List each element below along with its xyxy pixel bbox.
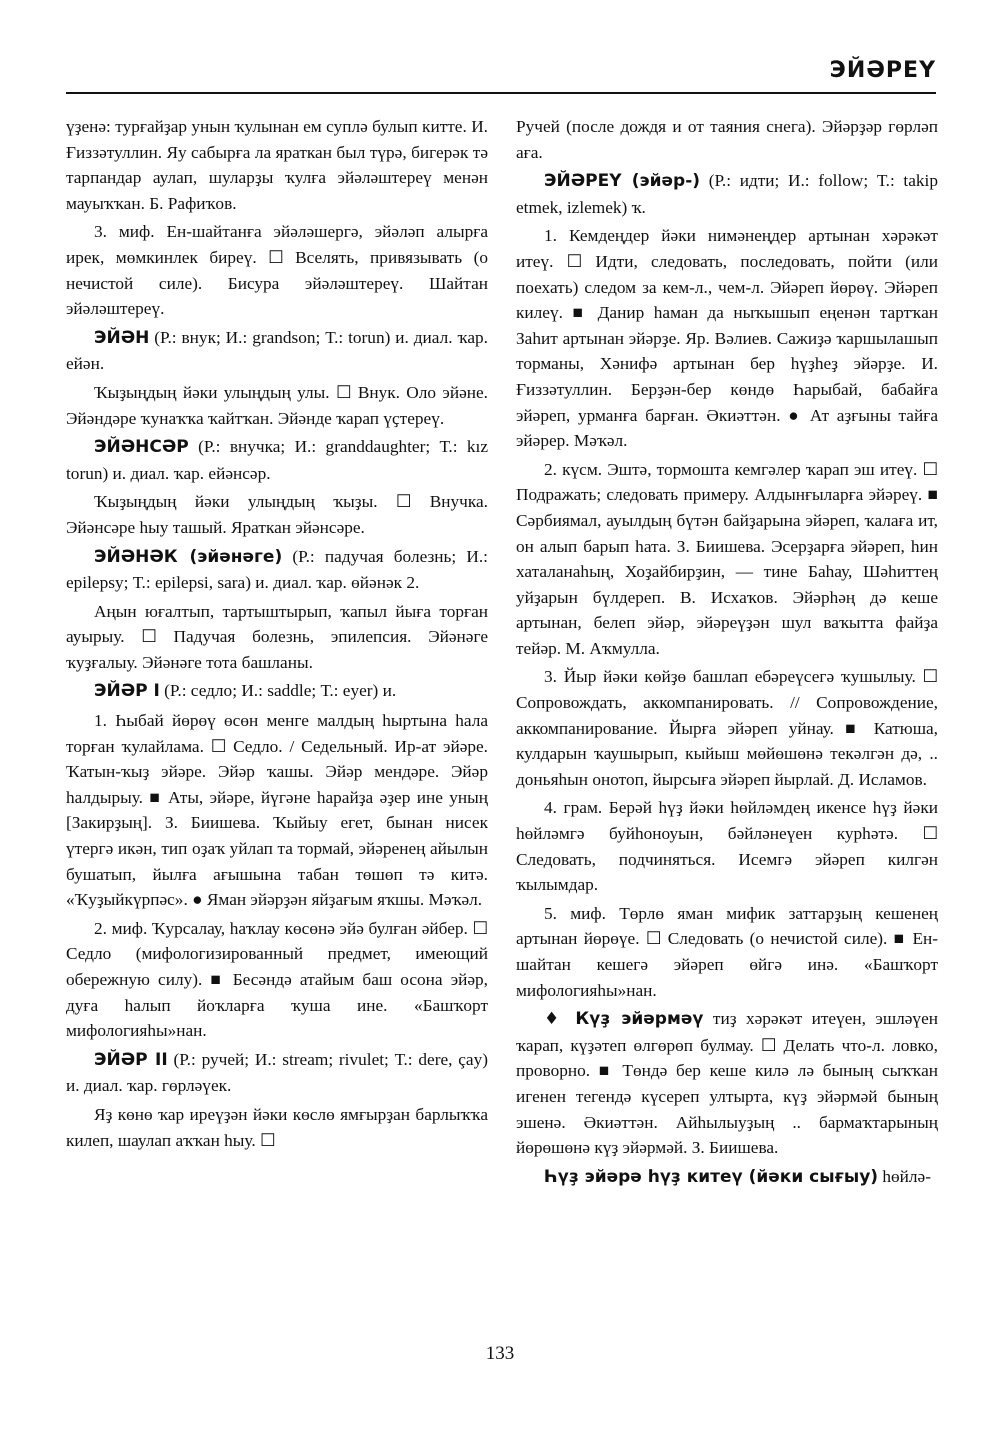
idiom-headword: ♦ Күҙ эйәрмәү — [544, 1009, 704, 1030]
sense-1: 1. Кемдеңдер йәки нимәнеңдер артынан хәрәкәт итеү. ☐ Идти, следовать, последовать, пойти (или поехать) следом за кем-л., чем-л. Эйәреп йөрөү. Эйәреп килеү. ■ Данир һаман да ныҡышып еңенән тартҡан Заһит артынан эйәрҙе. Яр. Вәлиев. Сажиҙә ҡаршылашып торманы, Хәнифә артынан бер һүҙһеҙ эйәрҙе. И. Ғиззәтуллин. Берҙән-бер көндө Һарыбай, бабайға эйәреп, урманға барған. Әкиәттән. ● Ат аҙғыны тайға эйәрер. Мәҡәл. — [516, 226, 938, 451]
paragraph: 3. миф. Ен-шайтанға эйәләшергә, эйәләп алырға ирек, мөмкинлек биреү. ☐ Вселять, привязывать (о нечистой силе). Бисура эйәләштереү. Шайтан эйәләштереү. — [66, 222, 488, 319]
sense-4: 4. грам. Берәй һүҙ йәки һөйләмдең икенсе һүҙ йәки һөйләмгә буйһоноуын, бәйләнеүен курһәтә. ☐ Следовать, подчиняться. Исемгә эйәреп килгән ҡылымдар. — [516, 798, 938, 895]
entry-eyenek — [66, 544, 488, 596]
idiom-headword: Һүҙ эйәрә һүҙ китеү (йәки сығыу) — [544, 1166, 879, 1187]
headword: ЭЙӘНСӘР — [94, 437, 189, 458]
entry-grammar: (Р.: ручей; И.: stream; rivulet; Т.: dere, çay) и. диал. ҡар. гөрләүек. — [66, 1049, 488, 1096]
entry-eyereu — [516, 168, 938, 220]
entry-eyer-2 — [66, 1047, 488, 1099]
idiom-definition: һөйлә- — [878, 1166, 931, 1186]
paragraph: үҙенә: турғайҙар унын ҡулынан ем суплә булып китте. И. Ғиззәтуллин. Яу сабырға ла яраткан был түрә, бигерәк тә тарпандар аулап, шуларҙы ҡулға эйәләштереү менән мауыҡҡан. Б. Рафиҡов. — [66, 117, 488, 213]
definition: Ҡыҙыңдың йәки улыңдың ҡыҙы. ☐ Внучка. Эйәнсәре һыу ташый. Яраткан эйәнсәре. — [66, 492, 488, 537]
page-number: 133 — [485, 1343, 515, 1364]
headword: ЭЙӘНӘК (эйәнәге) — [94, 546, 283, 567]
entry-eyen — [66, 325, 488, 377]
paragraph: Ручей (после дождя и от таяния снега). Эйәрҙәр гөрләп аға. — [516, 117, 938, 162]
definition: Яҙ көнө ҡар ирeүҙән йәки көслө ямғырҙан барлыҡҡа килеп, шаулап аҡҡан һыу. ☐ — [66, 1104, 488, 1150]
headword: ЭЙӘРЕҮ (эйәр-) — [544, 171, 701, 192]
entry-eyenser — [66, 434, 488, 486]
definition: 1. Һыбай йөрөү өсөн менге малдың һыртына һала торған ҡулайлама. ☐ Седло. / Седельный. Ир-ат эйәре. Ҡатын-ҡыҙ эйәре. Эйәр ҡашы. Эйәр мендәре. Эйәр һалдырыу. ■ Аты, эйәре, йүгәне һарайҙа әҙер ине уның [Закирҙың]. З. Биишева. Ҡыйыу егет, бынан нисек үтергә икән, тип оҙаҡ уйлап та тормай, эйәренең айылын бушатып, йылға ағышына табан төшөп тә китә. «Ҡуҙыйкүрпәс». ● Яман эйәрҙән яйҙағым яҡшы. Мәҡәл. — [66, 711, 488, 910]
headword: ЭЙӘН — [94, 327, 150, 348]
definition: 2. миф. Ҡурсалау, һаҡлау көсөнә эйә булған әйбер. ☐ Седло (мифологизированный предмет, имеющий обережную силу). ■ Бесәндә атайым баш осона эйәр, дуға һалып йоҡларға ҡуша ине. «Башҡорт мифологияһы»нан. — [66, 918, 488, 1041]
entry-grammar: (Р.: падучая болезнь; И.: epilepsy; Т.: epilepsi, sara) и. диал. ҡар. өйәнәк 2. — [66, 546, 488, 593]
running-head: ЭЙӘРЕҮ — [829, 58, 936, 83]
definition: Аңын юғалтып, тартыштырып, ҡапыл йыға торған ауырыу. ☐ Падучая болезнь, эпилепсия. Эйәнәге ҡуҙғалыу. Эйәнәге тота башланы. — [66, 601, 488, 672]
entry-grammar: (Р.: внучка; И.: granddaughter; Т.: kız torun) и. диал. ҡар. ейәнсәр. — [66, 437, 488, 483]
sense-2: 2. күсм. Эштә, тормошта кемгәлер ҡарап эш итеү. ☐ Подражать; следовать примеру. Алдынғыларға эйәреү. ■ Сәрбиямал, ауылдың бүтән байҙарына эйәреп, ҡалаға ит, он алып барып һата. З. Биишева. Эсерҙарға эйәреп, һин хаталанаһың, Хоҙайбирҙин, — тине Баһау, Шәһиттең уйҙарын бүлдереп. В. Исхаҡов. Эйәрһәң дә кеше артынан, белеп эйәр, эйәреүҙән шул ваҡытта файҙа тейәр. М. Аҡмулла. — [516, 459, 938, 658]
header-rule — [66, 92, 936, 94]
entry-grammar: (Р.: седло; И.: saddle; Т.: eyer) и. — [159, 681, 397, 701]
entry-eyer-1 — [66, 678, 488, 705]
sense-5: 5. миф. Төрлө яман мифик заттарҙың кешенең артынан йөрөүе. ☐ Следовать (о нечистой силе). ■ Ен-шайтан кешегә эйәреп өйгә инә. «Башҡорт мифологияһы»нан. — [516, 903, 938, 1000]
idiom-definition: тиҙ хәрәкәт итеүен, эшләүен ҡарап, күҙәтеп өлгөрөп булмау. ☐ Делать что-л. ловко, проворно. ■ Төндә бер кеше килә лә бының сыҡҡан игенен тегендә күсереп ултырта, күҙ эйәрмәй бының эшенә. Әкиәттән. Айһылыуҙың .. бармаҡтарының йөрөшөнә күҙ эйәрмәй. З. Биишева. — [516, 1009, 938, 1158]
right-column — [516, 114, 938, 1193]
headword: ЭЙӘР II — [94, 1049, 168, 1070]
headword: ЭЙӘР I — [94, 681, 160, 702]
entry-grammar: (Р.: внук; И.: grandson; Т.: torun) и. диал. ҡар. ейән. — [66, 327, 488, 374]
idiom-entry — [516, 1006, 938, 1161]
left-column — [66, 114, 488, 1156]
definition: Ҡыҙыңдың йәки улыңдың улы. ☐ Внук. Оло эйәне. Эйәндәре ҡунаҡҡа ҡайтҡан. Эйәнде ҡарап үҫтереү. — [66, 382, 488, 428]
idiom-entry — [516, 1164, 938, 1191]
entry-grammar: (Р.: идти; И.: follow; Т.: takip etmek, izlemek) ҡ. — [516, 171, 938, 217]
sense-3: 3. Йыр йәки көйҙө башлап ебәреүсегә ҡушылыу. ☐ Сопровождать, аккомпанировать. // Сопровождение, аккомпанирование. Йырға эйәреп уйнау. ■ Катюша, кулдарын ҡаушырып, кыйыш мөйөшөнә текәлгән дә, .. доньяһын онотоп, йырсыға эйәреп йырлай. Д. Исламов. — [516, 667, 938, 789]
